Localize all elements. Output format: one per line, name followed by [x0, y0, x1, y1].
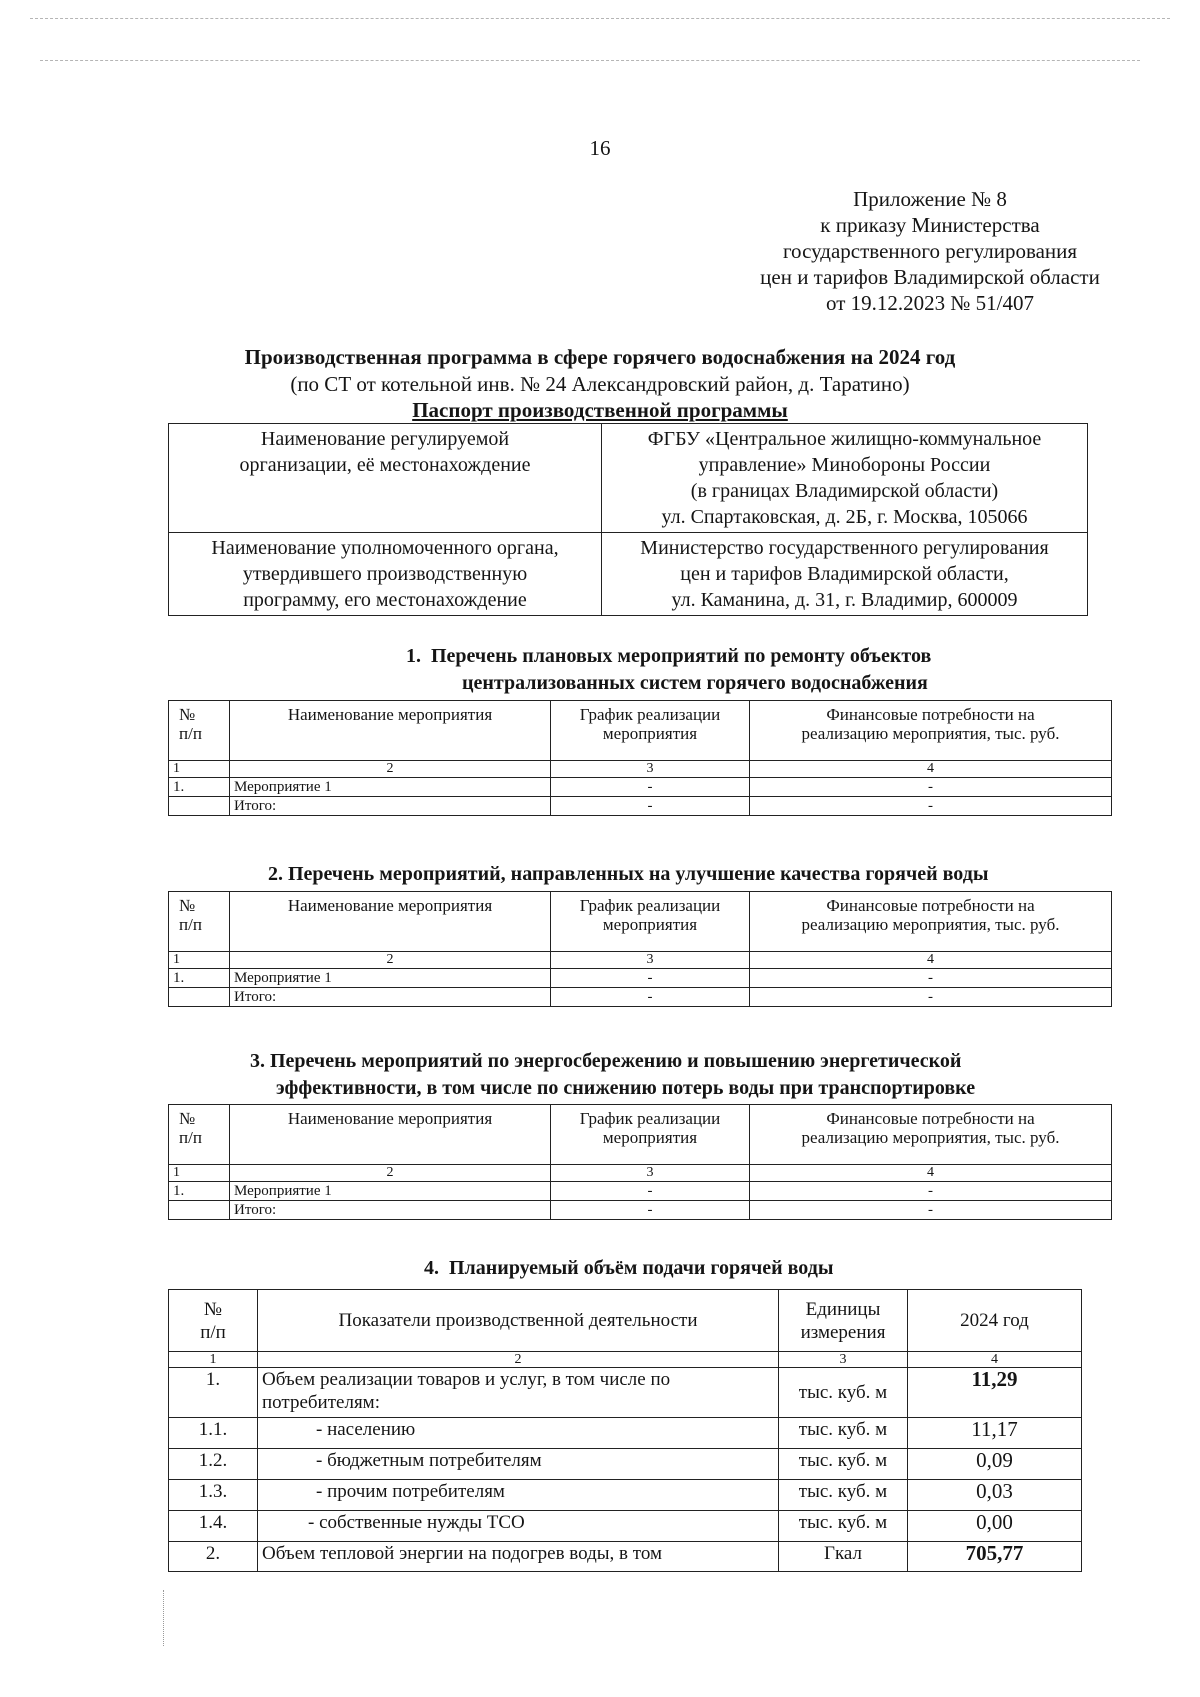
col-number: 3 — [551, 1165, 750, 1182]
col-schedule-header — [551, 892, 750, 952]
col-number: 4 — [750, 761, 1112, 778]
row-unit: тыс. куб. м — [779, 1449, 908, 1480]
row-name: - прочим потребителям — [258, 1480, 779, 1511]
col-name-header — [230, 701, 551, 761]
passport-text: Наименование уполномоченного органа, — [211, 537, 559, 559]
volume-table — [168, 1289, 1082, 1572]
table-row — [169, 969, 1112, 988]
section-heading-line: Перечень плановых мероприятий по ремонту объектов — [431, 645, 932, 667]
row-num: 1. — [169, 1368, 258, 1418]
row-value: 11,17 — [908, 1418, 1082, 1449]
activities-table-3 — [168, 1104, 1112, 1220]
row-num: 1.3. — [169, 1480, 258, 1511]
row-num: 1. — [169, 778, 230, 797]
row-schedule: - — [551, 797, 750, 816]
header-text: Единицы — [805, 1298, 881, 1320]
table-row — [169, 1182, 1112, 1201]
section-3-heading-line2: эффективности, в том числе по снижению потерь воды при транспортировке — [276, 1077, 976, 1099]
appendix-line: от 19.12.2023 № 51/407 — [825, 291, 1035, 315]
col-name-header — [230, 1105, 551, 1165]
row-finance: - — [750, 778, 1112, 797]
header-text: реализацию мероприятия, тыс. руб. — [801, 724, 1060, 743]
section-2-heading: 2. Перечень мероприятий, направленных на улучшение качества горячей воды — [268, 863, 989, 885]
row-name-line: потребителям: — [262, 1392, 380, 1413]
col-finance-header — [750, 701, 1112, 761]
row-schedule: - — [551, 778, 750, 797]
row-num: 1. — [169, 1182, 230, 1201]
row-name: Объем тепловой энергии на подогрев воды, в том — [258, 1542, 779, 1572]
header-text: измерения — [800, 1321, 886, 1343]
passport-label — [169, 424, 602, 533]
header-text: Показатели производственной деятельности — [338, 1310, 698, 1331]
col-number: 4 — [908, 1352, 1082, 1368]
col-num-header — [169, 892, 230, 952]
passport-table — [168, 423, 1088, 616]
scan-noise-line — [30, 18, 1170, 19]
row-name: - населению — [258, 1418, 779, 1449]
col-schedule-header — [551, 1105, 750, 1165]
header-text: График реализации — [579, 705, 721, 724]
header-text: 2024 год — [960, 1310, 1029, 1331]
document-title: Производственная программа в сфере горячего водоснабжения на 2024 год — [244, 345, 956, 369]
scan-margin-mark — [163, 1590, 165, 1646]
row-name: Мероприятие 1 — [230, 969, 551, 988]
passport-text: цен и тарифов Владимирской области, — [680, 563, 1009, 585]
header-text: п/п — [179, 724, 202, 743]
row-value: 705,77 — [908, 1542, 1082, 1572]
col-name-header — [230, 892, 551, 952]
row-schedule: - — [551, 1182, 750, 1201]
row-name: - собственные нужды ТСО — [258, 1511, 779, 1542]
col-number: 4 — [750, 1165, 1112, 1182]
row-name: Итого: — [230, 797, 551, 816]
header-text: График реализации — [579, 1109, 721, 1128]
row-unit: Гкал — [779, 1542, 908, 1572]
passport-text: управление» Минобороны России — [698, 454, 991, 476]
row-name: Итого: — [230, 988, 551, 1007]
row-unit: тыс. куб. м — [779, 1418, 908, 1449]
row-unit: тыс. куб. м — [779, 1511, 908, 1542]
col-finance-header — [750, 1105, 1112, 1165]
table-row — [169, 1480, 1082, 1511]
row-unit: тыс. куб. м — [779, 1480, 908, 1511]
appendix-line: к приказу Министерства — [820, 213, 1040, 237]
header-text: Финансовые потребности на — [826, 1109, 1035, 1128]
col-number: 4 — [750, 952, 1112, 969]
passport-row — [169, 533, 1088, 616]
passport-text: организации, её местонахождение — [239, 454, 531, 476]
passport-text: (в границах Владимирской области) — [690, 480, 999, 502]
page-number: 16 — [589, 136, 611, 160]
section-4-heading — [424, 1255, 833, 1281]
col-num-header — [169, 701, 230, 761]
appendix-line: цен и тарифов Владимирской области — [760, 265, 1100, 289]
col-number: 1 — [169, 761, 230, 778]
col-indicator-header — [258, 1290, 779, 1352]
section-number: 1. — [406, 645, 421, 667]
row-unit: тыс. куб. м — [779, 1368, 908, 1418]
row-num: 1. — [169, 969, 230, 988]
passport-row — [169, 424, 1088, 533]
col-number: 1 — [169, 952, 230, 969]
header-text: реализацию мероприятия, тыс. руб. — [801, 1128, 1060, 1147]
column-number-row — [169, 1165, 1112, 1182]
passport-text: утвердившего производственную — [242, 563, 528, 585]
passport-text: ФГБУ «Центральное жилищно-коммунальное — [647, 428, 1042, 450]
scan-noise-line — [40, 60, 1140, 61]
row-num: 2. — [169, 1542, 258, 1572]
activities-table-2 — [168, 891, 1112, 1007]
row-num — [169, 797, 230, 816]
passport-value — [602, 533, 1088, 616]
passport-title: Паспорт производственной программы — [412, 398, 788, 422]
row-value: 0,00 — [908, 1511, 1082, 1542]
table-header-row — [169, 701, 1112, 761]
col-number: 2 — [230, 1165, 551, 1182]
document-subtitle: (по СТ от котельной инв. № 24 Александровский район, д. Таратино) — [290, 372, 910, 396]
row-name-line: Объем реализации товаров и услуг, в том числе по — [262, 1369, 671, 1390]
section-3-heading: 3. Перечень мероприятий по энергосбережению и повышению энергетической — [250, 1050, 962, 1072]
header-text: Наименование мероприятия — [287, 705, 493, 724]
section-number: 4. — [424, 1257, 439, 1279]
table-row-total — [169, 797, 1112, 816]
header-text: Финансовые потребности на — [826, 705, 1035, 724]
header-text: п/п — [200, 1321, 226, 1343]
passport-text: Наименование регулируемой — [260, 428, 510, 450]
row-name — [258, 1368, 779, 1418]
row-finance: - — [750, 969, 1112, 988]
header-text: Наименование мероприятия — [287, 1109, 493, 1128]
row-num: 1.4. — [169, 1511, 258, 1542]
section-heading-line: Планируемый объём подачи горячей воды — [449, 1257, 834, 1279]
header-text: мероприятия — [602, 724, 698, 743]
col-number: 1 — [169, 1165, 230, 1182]
column-number-row — [169, 761, 1112, 778]
header-text: № — [179, 896, 196, 915]
passport-text: ул. Каманина, д. 31, г. Владимир, 600009 — [671, 589, 1018, 611]
appendix-line: государственного регулирования — [782, 239, 1078, 263]
table-row — [169, 1511, 1082, 1542]
table-header-row — [169, 1105, 1112, 1165]
header-text: п/п — [179, 1128, 202, 1147]
table-row-total — [169, 1201, 1112, 1220]
row-value: 11,29 — [908, 1368, 1082, 1418]
header-text: Наименование мероприятия — [287, 896, 493, 915]
col-number: 2 — [258, 1352, 779, 1368]
col-schedule-header — [551, 701, 750, 761]
appendix-line: Приложение № 8 — [853, 187, 1007, 211]
row-name: Мероприятие 1 — [230, 778, 551, 797]
header-text: График реализации — [579, 896, 721, 915]
column-number-row — [169, 1352, 1082, 1368]
row-num — [169, 1201, 230, 1220]
header-text: мероприятия — [602, 915, 698, 934]
passport-text: Министерство государственного регулирования — [640, 537, 1049, 559]
table-row-total — [169, 988, 1112, 1007]
passport-label — [169, 533, 602, 616]
header-text: № — [179, 1109, 196, 1128]
row-name: Мероприятие 1 — [230, 1182, 551, 1201]
table-row — [169, 1368, 1082, 1418]
header-text: № — [203, 1298, 223, 1320]
row-name: - бюджетным потребителям — [258, 1449, 779, 1480]
table-row — [169, 1542, 1082, 1572]
row-schedule: - — [551, 969, 750, 988]
row-num — [169, 988, 230, 1007]
table-header-row — [169, 892, 1112, 952]
column-number-row — [169, 952, 1112, 969]
section-1-heading — [406, 643, 931, 669]
col-number: 3 — [551, 761, 750, 778]
row-finance: - — [750, 988, 1112, 1007]
col-number: 2 — [230, 952, 551, 969]
table-row — [169, 1449, 1082, 1480]
col-finance-header — [750, 892, 1112, 952]
row-finance: - — [750, 1182, 1112, 1201]
col-year-header — [908, 1290, 1082, 1352]
row-value: 0,03 — [908, 1480, 1082, 1511]
header-text: п/п — [179, 915, 202, 934]
appendix-block — [700, 186, 1160, 316]
col-number: 2 — [230, 761, 551, 778]
row-num: 1.1. — [169, 1418, 258, 1449]
col-num-header — [169, 1290, 258, 1352]
row-finance: - — [750, 1201, 1112, 1220]
header-text: № — [179, 705, 196, 724]
passport-text: ул. Спартаковская, д. 2Б, г. Москва, 105066 — [661, 506, 1028, 528]
header-text: мероприятия — [602, 1128, 698, 1147]
activities-table-1 — [168, 700, 1112, 816]
col-number: 1 — [169, 1352, 258, 1368]
section-1-heading-line2: централизованных систем горячего водоснабжения — [462, 672, 928, 694]
row-schedule: - — [551, 1201, 750, 1220]
row-num: 1.2. — [169, 1449, 258, 1480]
row-schedule: - — [551, 988, 750, 1007]
passport-text: программу, его местонахождение — [243, 589, 527, 611]
table-row — [169, 778, 1112, 797]
col-number: 3 — [551, 952, 750, 969]
col-number: 3 — [779, 1352, 908, 1368]
passport-value — [602, 424, 1088, 533]
row-name: Итого: — [230, 1201, 551, 1220]
header-text: реализацию мероприятия, тыс. руб. — [801, 915, 1060, 934]
table-row — [169, 1418, 1082, 1449]
header-text: Финансовые потребности на — [826, 896, 1035, 915]
table-header-row — [169, 1290, 1082, 1352]
row-value: 0,09 — [908, 1449, 1082, 1480]
col-num-header — [169, 1105, 230, 1165]
row-finance: - — [750, 797, 1112, 816]
col-unit-header — [779, 1290, 908, 1352]
